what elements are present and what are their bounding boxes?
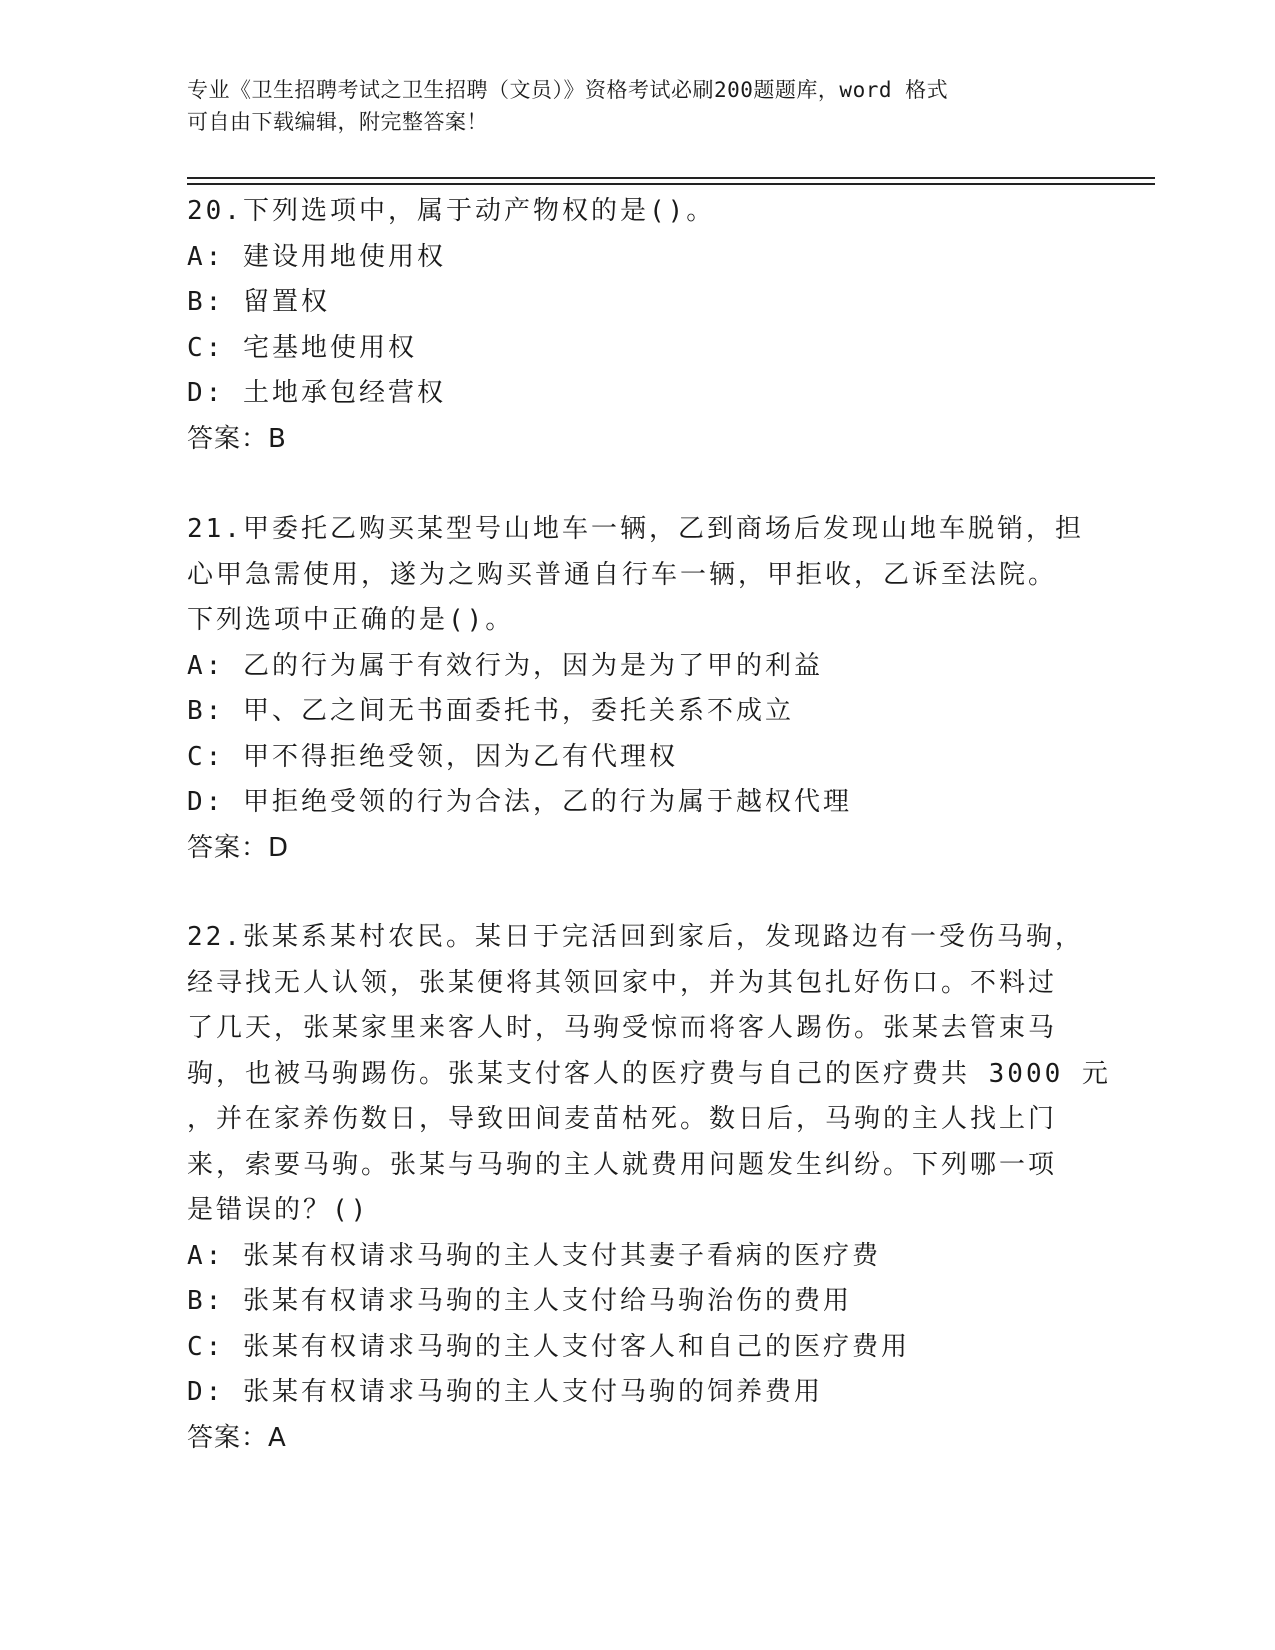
- header-divider-bottom: [187, 183, 1155, 185]
- answer: 答案：A: [187, 1422, 287, 1453]
- question-stem-line: 来，索要马驹。张某与马驹的主人就费用问题发生纠纷。下列哪一项: [187, 1149, 1058, 1180]
- option-b: B: 甲、乙之间无书面委托书，委托关系不成立: [187, 696, 794, 726]
- question-stem-line: 了几天，张某家里来客人时，马驹受惊而将客人踢伤。张某去管束马: [187, 1013, 1058, 1043]
- question-stem-line: 下列选项中正确的是()。: [187, 605, 515, 635]
- option-b: B: 张某有权请求马驹的主人支付给马驹治伤的费用: [187, 1286, 852, 1316]
- option-d: D: 土地承包经营权: [187, 378, 446, 408]
- header-divider-top: [187, 177, 1155, 179]
- question-20: [187, 189, 1087, 462]
- question-stem: 20.下列选项中，属于动产物权的是()。: [187, 196, 716, 226]
- question-21: [187, 507, 1087, 871]
- header-line-2: 可自由下载编辑，附完整答案！: [187, 110, 488, 134]
- option-d: D: 张某有权请求马驹的主人支付马驹的饲养费用: [187, 1377, 823, 1407]
- question-stem-line: 是错误的？(): [187, 1195, 370, 1225]
- question-stem-line: 驹，也被马驹踢伤。张某支付客人的医疗费与自己的医疗费共 3000 元: [187, 1058, 1111, 1089]
- option-a: A: 张某有权请求马驹的主人支付其妻子看病的医疗费: [187, 1240, 881, 1271]
- option-c: C: 张某有权请求马驹的主人支付客人和自己的医疗费用: [187, 1331, 910, 1362]
- question-stem-line: ，并在家养伤数日，导致田间麦苗枯死。数日后，马驹的主人找上门: [187, 1104, 1058, 1134]
- option-a: A: 乙的行为属于有效行为，因为是为了甲的利益: [187, 650, 823, 681]
- question-stem-line: 22.张某系某村农民。某日于完活回到家后，发现路边有一受伤马驹，: [187, 922, 1084, 952]
- header-line-1: 专业《卫生招聘考试之卫生招聘（文员）》资格考试必刷200题题库，word 格式: [187, 78, 949, 102]
- answer: 答案：B: [187, 423, 287, 454]
- question-stem-line: 经寻找无人认领，张某便将其领回家中，并为其包扎好伤口。不料过: [187, 967, 1058, 998]
- option-c: C: 甲不得拒绝受领，因为乙有代理权: [187, 741, 678, 772]
- option-c: C: 宅基地使用权: [187, 332, 417, 363]
- question-22: [187, 915, 1111, 1461]
- option-d: D: 甲拒绝受领的行为合法，乙的行为属于越权代理: [187, 787, 852, 817]
- answer: 答案：D: [187, 832, 290, 863]
- question-stem-line: 21.甲委托乙购买某型号山地车一辆，乙到商场后发现山地车脱销，担: [187, 514, 1084, 544]
- option-b: B: 留置权: [187, 287, 330, 317]
- option-a: A: 建设用地使用权: [187, 241, 446, 272]
- document-header: [187, 74, 1087, 138]
- question-stem-line: 心甲急需使用，遂为之购买普通自行车一辆，甲拒收，乙诉至法院。: [187, 559, 1058, 590]
